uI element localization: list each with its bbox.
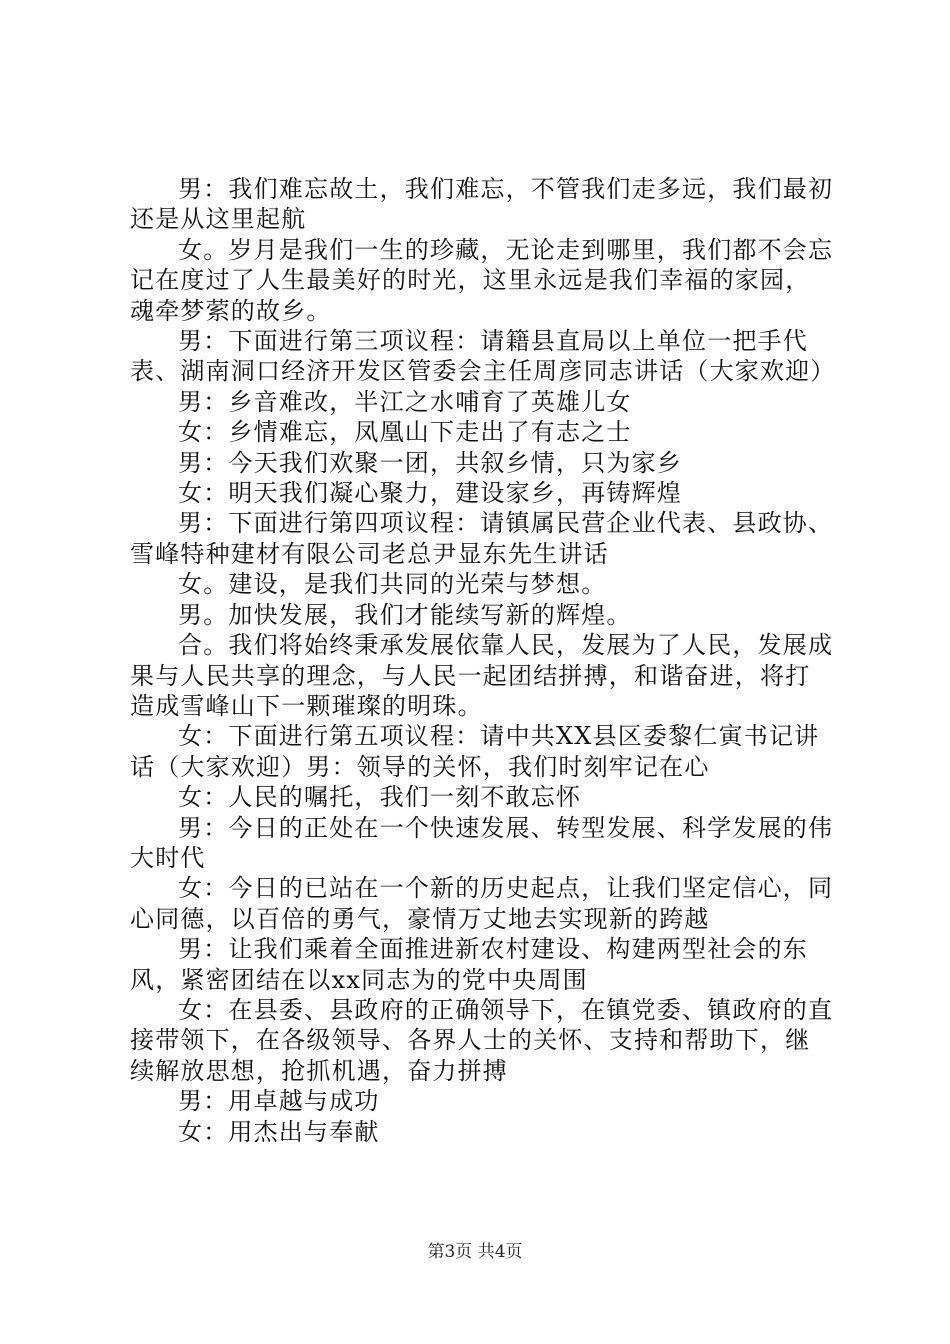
paragraph: 女：乡情难忘，凤凰山下走出了有志之士: [178, 418, 632, 447]
paragraph: 男：下面进行第三项议程：请籍县直局以上单位一把手代表、湖南洞口经济开发区管委会主任周彦同志讲话（大家欢迎）: [130, 327, 836, 386]
paragraph: 女：在县委、县政府的正确领导下，在镇党委、镇政府的直接带领下，在各级领导、各界人士的关怀、支持和帮助下，继续解放思想，抢抓机遇，奋力拼搏: [130, 995, 834, 1085]
document-body: [130, 174, 835, 1147]
paragraph: 男：乡音难改，半江之水哺育了英雄儿女: [178, 387, 632, 416]
paragraph: 男：今天我们欢聚一团，共叙乡情，只为家乡: [178, 448, 682, 477]
paragraph: 男：今日的正处在一个快速发展、转型发展、科学发展的伟大时代: [130, 813, 834, 872]
paragraph: 男。加快发展，我们才能续写新的辉煌。: [178, 600, 632, 629]
paragraph: 女：用杰出与奉献: [178, 1117, 380, 1146]
paragraph: 女：今日的已站在一个新的历史起点，让我们坚定信心，同心同德，以百倍的勇气，豪情万丈地去实现新的跨越: [130, 874, 834, 933]
paragraph: 男：我们难忘故土，我们难忘，不管我们走多远，我们最初还是从这里起航: [130, 175, 834, 234]
paragraph: 女。建设，是我们共同的光荣与梦想。: [178, 570, 607, 599]
paragraph: 女：明天我们凝心聚力，建设家乡，再铸辉煌: [178, 479, 682, 508]
paragraph: 男：用卓越与成功: [178, 1087, 380, 1116]
paragraph: 女：下面进行第五项议程：请中共XX县区委黎仁寅书记讲话（大家欢迎）男：领导的关怀，我们时刻牢记在心: [130, 722, 820, 781]
paragraph: 男：让我们乘着全面推进新农村建设、构建两型社会的东风，紧密团结在以xx同志为的党中央周围: [130, 935, 808, 994]
paragraph: 合。我们将始终秉承发展依靠人民，发展为了人民，发展成果与人民共享的理念，与人民一起团结拼搏，和谐奋进，将打造成雪峰山下一颗璀璨的明珠。: [130, 631, 834, 720]
paragraph: 女。岁月是我们一生的珍藏，无论走到哪里，我们都不会忘记在度过了人生最美好的时光，这里永远是我们幸福的家园，魂牵梦萦的故乡。: [130, 235, 834, 325]
paragraph: 男：下面进行第四项议程：请镇属民营企业代表、县政协、雪峰特种建材有限公司老总尹显东先生讲话: [130, 509, 834, 568]
page-number-footer: 第3页 共4页: [427, 1242, 523, 1262]
paragraph: 女：人民的嘱托，我们一刻不敢忘怀: [178, 783, 582, 812]
